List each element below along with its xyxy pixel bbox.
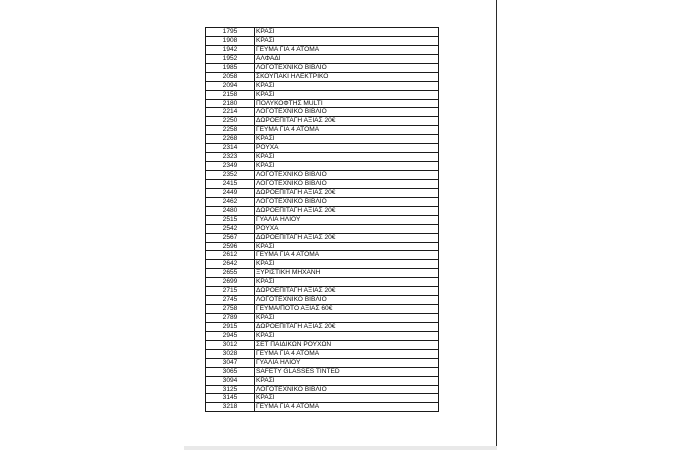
ticket-number-cell: 2542 <box>206 224 255 233</box>
ticket-number-cell: 2415 <box>206 179 255 188</box>
prize-cell: ΔΩΡΟΕΠΙΤΑΓΗ ΑΞΙΑΣ 20€ <box>255 117 439 126</box>
prize-cell: ΚΡΑΣΙ <box>255 394 439 403</box>
table-row <box>206 179 439 188</box>
prize-cell: ΚΡΑΣΙ <box>255 331 439 340</box>
prize-cell: ΚΡΑΣΙ <box>255 36 439 45</box>
ticket-number-cell: 2158 <box>206 90 255 99</box>
table-row <box>206 358 439 367</box>
prize-cell: ΞΥΡΙΣΤΙΚΗ ΜΗΧΑΝΗ <box>255 269 439 278</box>
ticket-number-cell: 2214 <box>206 108 255 117</box>
table-row <box>206 403 439 412</box>
prize-cell: ΚΡΑΣΙ <box>255 81 439 90</box>
prize-cell: ΔΩΡΟΕΠΙΤΑΓΗ ΑΞΙΑΣ 20€ <box>255 287 439 296</box>
table-row <box>206 242 439 251</box>
prize-table <box>205 27 439 412</box>
ticket-number-cell: 1985 <box>206 63 255 72</box>
prize-cell: ΚΡΑΣΙ <box>255 162 439 171</box>
table-row <box>206 287 439 296</box>
table-row <box>206 81 439 90</box>
ticket-number-cell: 2323 <box>206 153 255 162</box>
prize-cell: ΛΟΓΟΤΕΧΝΙΚΟ ΒΙΒΛΙΟ <box>255 63 439 72</box>
prize-cell: ΓΕΥΜΑ ΓΙΑ 4 ΑΤΟΜΑ <box>255 349 439 358</box>
prize-cell: ΣΚΟΥΠΑΚΙ ΗΛΕΚΤΡΙΚΟ <box>255 72 439 81</box>
ticket-number-cell: 1908 <box>206 36 255 45</box>
ticket-number-cell: 2515 <box>206 215 255 224</box>
prize-cell: ΓΕΥΜΑ ΓΙΑ 4 ΑΤΟΜΑ <box>255 251 439 260</box>
ticket-number-cell: 2314 <box>206 144 255 153</box>
table-row <box>206 314 439 323</box>
ticket-number-cell: 3094 <box>206 376 255 385</box>
ticket-number-cell: 1942 <box>206 45 255 54</box>
prize-cell: ΚΡΑΣΙ <box>255 376 439 385</box>
prize-cell: ΓΕΥΜΑ ΓΙΑ 4 ΑΤΟΜΑ <box>255 45 439 54</box>
prize-cell: ΛΟΓΟΤΕΧΝΙΚΟ ΒΙΒΛΙΟ <box>255 296 439 305</box>
prize-cell: ΚΡΑΣΙ <box>255 90 439 99</box>
table-row <box>206 322 439 331</box>
table-row <box>206 28 439 37</box>
ticket-number-cell: 2349 <box>206 162 255 171</box>
table-row <box>206 188 439 197</box>
document-page <box>184 0 497 450</box>
table-row <box>206 260 439 269</box>
ticket-number-cell: 3028 <box>206 349 255 358</box>
table-row <box>206 376 439 385</box>
ticket-number-cell: 3065 <box>206 367 255 376</box>
prize-cell: ΓΕΥΜΑ ΓΙΑ 4 ΑΤΟΜΑ <box>255 403 439 412</box>
prize-cell: ΓΥΑΛΙΑ ΗΛΙΟΥ <box>255 215 439 224</box>
table-row <box>206 144 439 153</box>
prize-cell: ΚΡΑΣΙ <box>255 278 439 287</box>
page-edge <box>184 446 497 450</box>
ticket-number-cell: 2480 <box>206 206 255 215</box>
ticket-number-cell: 2250 <box>206 117 255 126</box>
ticket-number-cell: 3145 <box>206 394 255 403</box>
prize-cell: ΛΟΓΟΤΕΧΝΙΚΟ ΒΙΒΛΙΟ <box>255 197 439 206</box>
table-row <box>206 385 439 394</box>
ticket-number-cell: 2268 <box>206 135 255 144</box>
ticket-number-cell: 2094 <box>206 81 255 90</box>
prize-cell: ΠΟΛΥΚΟΦΤΗΣ MULTI <box>255 99 439 108</box>
prize-cell: ΡΟΥΧΑ <box>255 144 439 153</box>
table-row <box>206 215 439 224</box>
prize-cell: ΓΕΥΜΑ ΓΙΑ 4 ΑΤΟΜΑ <box>255 126 439 135</box>
table-row <box>206 72 439 81</box>
ticket-number-cell: 2462 <box>206 197 255 206</box>
prize-cell: ΓΕΥΜΑ/ΠΟΤΟ ΑΞΙΑΣ 60€ <box>255 305 439 314</box>
ticket-number-cell: 2567 <box>206 233 255 242</box>
table-row <box>206 331 439 340</box>
table-row <box>206 278 439 287</box>
table-row <box>206 349 439 358</box>
prize-cell: ΣΕΤ ΠΑΙΔΙΚΩΝ ΡΟΥΧΩΝ <box>255 340 439 349</box>
ticket-number-cell: 2180 <box>206 99 255 108</box>
ticket-number-cell: 2758 <box>206 305 255 314</box>
table-row <box>206 108 439 117</box>
table-row <box>206 251 439 260</box>
prize-cell: ΔΩΡΟΕΠΙΤΑΓΗ ΑΞΙΑΣ 20€ <box>255 322 439 331</box>
table-row <box>206 296 439 305</box>
table-row <box>206 90 439 99</box>
table-row <box>206 233 439 242</box>
prize-cell: ΚΡΑΣΙ <box>255 260 439 269</box>
prize-cell: ΚΡΑΣΙ <box>255 153 439 162</box>
table-row <box>206 45 439 54</box>
ticket-number-cell: 2655 <box>206 269 255 278</box>
prize-cell: ΛΟΓΟΤΕΧΝΙΚΟ ΒΙΒΛΙΟ <box>255 171 439 180</box>
prize-cell: ΚΡΑΣΙ <box>255 135 439 144</box>
prize-cell: ΛΟΓΟΤΕΧΝΙΚΟ ΒΙΒΛΙΟ <box>255 179 439 188</box>
prize-cell: ΚΡΑΣΙ <box>255 314 439 323</box>
table-row <box>206 126 439 135</box>
table-row <box>206 153 439 162</box>
table-row <box>206 54 439 63</box>
ticket-number-cell: 3047 <box>206 358 255 367</box>
ticket-number-cell: 2058 <box>206 72 255 81</box>
ticket-number-cell: 2449 <box>206 188 255 197</box>
ticket-number-cell: 2258 <box>206 126 255 135</box>
ticket-number-cell: 2642 <box>206 260 255 269</box>
prize-cell: ΔΩΡΟΕΠΙΤΑΓΗ ΑΞΙΑΣ 20€ <box>255 188 439 197</box>
prize-cell: ΓΥΑΛΙΑ ΗΛΙΟΥ <box>255 358 439 367</box>
prize-cell: ΚΡΑΣΙ <box>255 242 439 251</box>
table-row <box>206 117 439 126</box>
table-row <box>206 63 439 72</box>
prize-cell: ΚΡΑΣΙ <box>255 28 439 37</box>
prize-cell: ΑΛΦΑΔΙ <box>255 54 439 63</box>
prize-cell: SAFETY GLASSES TINTED <box>255 367 439 376</box>
prize-table-body <box>206 28 439 412</box>
prize-cell: ΛΟΓΟΤΕΧΝΙΚΟ ΒΙΒΛΙΟ <box>255 385 439 394</box>
ticket-number-cell: 2352 <box>206 171 255 180</box>
table-row <box>206 305 439 314</box>
table-row <box>206 367 439 376</box>
ticket-number-cell: 3125 <box>206 385 255 394</box>
table-row <box>206 340 439 349</box>
ticket-number-cell: 2612 <box>206 251 255 260</box>
table-row <box>206 394 439 403</box>
ticket-number-cell: 1795 <box>206 28 255 37</box>
ticket-number-cell: 1952 <box>206 54 255 63</box>
ticket-number-cell: 3012 <box>206 340 255 349</box>
ticket-number-cell: 2596 <box>206 242 255 251</box>
ticket-number-cell: 2699 <box>206 278 255 287</box>
table-row <box>206 269 439 278</box>
prize-cell: ΔΩΡΟΕΠΙΤΑΓΗ ΑΞΙΑΣ 20€ <box>255 233 439 242</box>
table-row <box>206 197 439 206</box>
table-row <box>206 224 439 233</box>
table-row <box>206 135 439 144</box>
prize-cell: ΔΩΡΟΕΠΙΤΑΓΗ ΑΞΙΑΣ 20€ <box>255 206 439 215</box>
ticket-number-cell: 2945 <box>206 331 255 340</box>
table-row <box>206 99 439 108</box>
table-row <box>206 36 439 45</box>
ticket-number-cell: 2745 <box>206 296 255 305</box>
table-row <box>206 171 439 180</box>
prize-cell: ΡΟΥΧΑ <box>255 224 439 233</box>
ticket-number-cell: 2715 <box>206 287 255 296</box>
table-row <box>206 206 439 215</box>
ticket-number-cell: 3218 <box>206 403 255 412</box>
ticket-number-cell: 2915 <box>206 322 255 331</box>
table-row <box>206 162 439 171</box>
ticket-number-cell: 2789 <box>206 314 255 323</box>
prize-cell: ΛΟΓΟΤΕΧΝΙΚΟ ΒΙΒΛΙΟ <box>255 108 439 117</box>
